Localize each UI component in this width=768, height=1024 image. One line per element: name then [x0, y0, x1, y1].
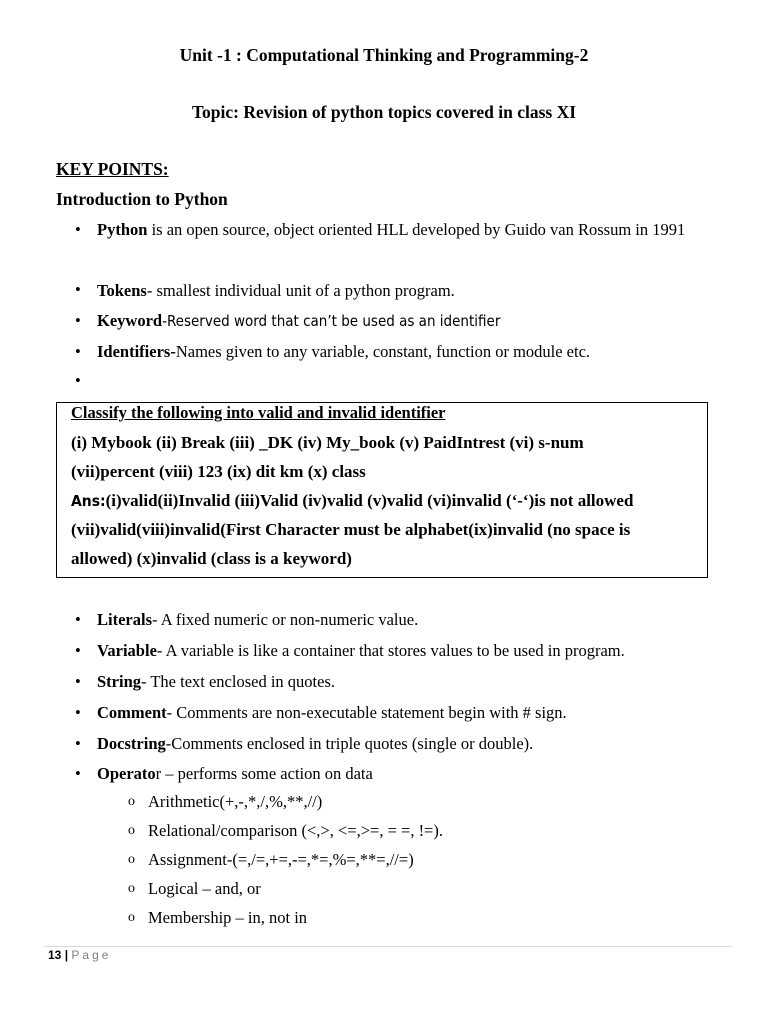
- list-item: [97, 667, 707, 696]
- term: Operato: [97, 764, 156, 783]
- answer-label: Ans:: [71, 492, 106, 510]
- topic-heading: Topic: Revision of python topics covered in class XI: [191, 102, 577, 122]
- term: Python: [97, 220, 148, 239]
- term: Keyword: [97, 311, 163, 330]
- list-item: [97, 337, 707, 366]
- term: Identifiers-: [97, 342, 176, 361]
- list-item: [97, 636, 707, 665]
- term: Literals: [97, 610, 152, 629]
- unit-heading: Unit -1 : Computational Thinking and Programming-2: [179, 45, 589, 65]
- intro-heading: Introduction to Python: [56, 189, 228, 209]
- question-line-2: (vii)percent (viii) 123 (ix) dit km (x) class: [71, 462, 366, 481]
- page-number: 13: [48, 948, 62, 962]
- term: Comment: [97, 703, 167, 722]
- sub-bullet: o: [128, 910, 135, 925]
- bullet-dot-empty: •: [75, 371, 81, 390]
- definition: -Reserved word that can’t be used as an identifier: [162, 312, 501, 330]
- definition: - Comments are non-executable statement begin with # sign.: [166, 703, 567, 722]
- operator-item: Arithmetic(+,-,*,/,%,**,//): [148, 792, 323, 811]
- answer-line-1: [71, 491, 633, 511]
- term: String: [97, 672, 142, 691]
- bullet-dot: •: [75, 342, 81, 361]
- list-item: [97, 759, 707, 788]
- list-item: [97, 215, 707, 244]
- operator-item: Logical – and, or: [148, 879, 261, 898]
- definition: -Comments enclosed in triple quotes (single or double).: [165, 734, 534, 753]
- bullet-dot: •: [75, 734, 81, 753]
- page-label: Page: [71, 948, 112, 962]
- bullet-dot: •: [75, 672, 81, 691]
- bullet-dot: •: [75, 220, 81, 239]
- list-item: [97, 306, 707, 336]
- footer-separator: |: [64, 948, 69, 962]
- operator-item: Membership – in, not in: [148, 908, 308, 927]
- definition: - smallest individual unit of a python program.: [146, 281, 455, 300]
- definition: is an open source, object oriented HLL developed by Guido van Rossum in 1991: [147, 220, 686, 239]
- term: Variable: [97, 641, 157, 660]
- sub-bullet: o: [128, 794, 135, 809]
- list-item: [97, 605, 707, 634]
- key-points-heading: KEY POINTS:: [56, 159, 169, 179]
- bullet-dot: •: [75, 280, 81, 299]
- sub-bullet: o: [128, 852, 135, 867]
- definition: Names given to any variable, constant, function or module etc.: [175, 342, 591, 361]
- bullet-dot: •: [75, 703, 81, 722]
- answer-text: (i)valid(ii)Invalid (iii)Valid (iv)valid (v)valid (vi)invalid (‘-‘)is not allowed: [105, 491, 634, 510]
- term: Docstring: [97, 734, 166, 753]
- sub-bullet: o: [128, 823, 135, 838]
- list-item: [97, 729, 707, 758]
- list-item: [97, 276, 707, 305]
- bullet-dot: •: [75, 610, 81, 629]
- operator-item: Assignment-(=,/=,+=,-=,*=,%=,**=,//=): [148, 850, 414, 869]
- list-item: [97, 698, 707, 727]
- question-line-1: (i) Mybook (ii) Break (iii) _DK (iv) My_book (v) PaidIntrest (vi) s-num: [71, 433, 584, 452]
- answer-line-3: allowed) (x)invalid (class is a keyword): [71, 549, 352, 568]
- definition: - A fixed numeric or non-numeric value.: [152, 610, 419, 629]
- bullet-dot: •: [75, 764, 81, 783]
- question-box: [56, 402, 708, 578]
- operator-item: Relational/comparison (<,>, <=,>=, = =, !=).: [148, 821, 443, 840]
- definition: - The text enclosed in quotes.: [141, 672, 335, 691]
- definition: - A variable is like a container that stores values to be used in program.: [156, 641, 625, 660]
- bullet-dot: •: [75, 311, 81, 330]
- definition: r – performs some action on data: [155, 764, 373, 783]
- page-footer: [48, 948, 111, 962]
- bullet-dot: •: [75, 641, 81, 660]
- footer-rule: [44, 946, 732, 947]
- question-title: Classify the following into valid and invalid identifier: [71, 403, 446, 422]
- answer-line-2: (vii)valid(viii)invalid(First Character must be alphabet(ix)invalid (no space is: [71, 520, 631, 539]
- term: Tokens: [97, 281, 147, 300]
- sub-bullet: o: [128, 881, 135, 896]
